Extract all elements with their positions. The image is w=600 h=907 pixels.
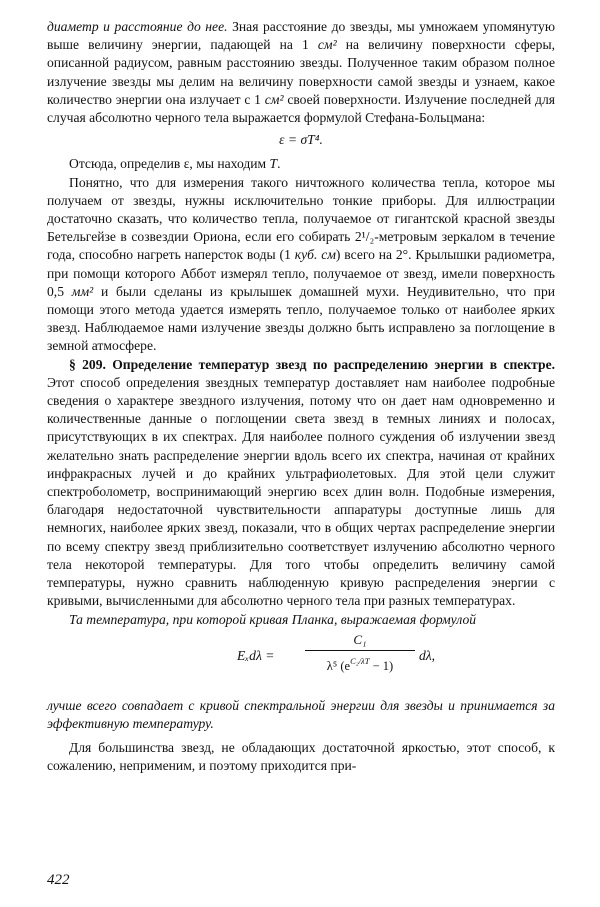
- text-run: Понятно, что для измерения такого ничтожного количества тепла, которое мы получаем от звезды, нужны исключительно тонкие приборы. Для иллюстрации достаточно сказать, что количество тепла, получаемое от гигантской красной звезды Бетельгейзе в созвездии Ориона, если его собирать 2¹/₂-метровым зеркалом в течение года, способно нагреть наперсток воды (1: [47, 174, 555, 263]
- unit: куб. см: [294, 247, 336, 263]
- planck-intro: Та температура, при которой кривая Планка, выражаемая формулой: [69, 611, 477, 627]
- text-run: на величину поверхности сферы, описанной радиусом, равным расстоянию звезды. Полученное таким образом полное излучение звезды мы делим на величину поверхности самой звезды и узнаем, какое количество энергии она излучает с 1: [47, 37, 555, 107]
- planck-formula: [47, 631, 555, 693]
- paragraph-stellar-radiation: [47, 18, 555, 127]
- unit: см²: [317, 37, 337, 53]
- fraction-bar: [305, 650, 415, 651]
- text-run: Отсюда, определив ε, мы находим: [69, 156, 270, 172]
- planck-numerator: C₁: [353, 631, 367, 647]
- planck-fraction: [305, 631, 415, 675]
- section-body: Этот способ определения звездных температур доставляет нам наиболее подробные сведения о характере звездного излучения, потому что он дает нам одновременно и количественные данные о поглощении света звезд в темных линиях и полосах, присутствующих в их спектрах. Для наиболее полного суждения об излучении звезд желательно знать распределение энергии вдоль всего их спектра, начиная от крайних инфракрасных лучей и до крайних ультрафиолетовых. Для этой цели служит спектроболометр, воспринимающий энергию всех длин волн. Подобные измерения, благодаря недостаточной чувствительности аппаратуры доступные лишь для немногих, наиболее ярких звезд, показали, что в общих чертах распределение энергии по всему спектру звезд приблизительно соответствует излучению абсолютно черного тела некоторой температуры. Для того чтобы определить величину самой температуры, нужно сравнить наблюденную кривую распределения энергии с кривыми, вычисленными для абсолютно черного тела при разных температурах.: [47, 374, 555, 609]
- denominator-part: λ⁵ (e: [326, 658, 351, 673]
- denominator-part: − 1): [369, 658, 394, 673]
- section-heading: § 209. Определение температур звезд по распределению энергии в спектре.: [69, 356, 555, 372]
- page-number: 422: [47, 872, 70, 888]
- text-run: .: [277, 156, 281, 172]
- paragraph-radiometer: [47, 174, 555, 356]
- paragraph-find-t: [47, 155, 555, 173]
- planck-denominator: [305, 652, 415, 675]
- stefan-boltzmann-formula: ε = σT⁴.: [279, 132, 323, 148]
- symbol-t: T: [269, 156, 278, 172]
- paragraph-last: Для большинства звезд, не обладающих достаточной яркостью, этот способ, к сожалению, неприменим, и поэтому приходится при-: [47, 740, 555, 774]
- text-run: ) всего на 2°. Крылышки радиометра, при помощи которого Аббот измерял тепло, получаемое от звезд, имели поверхность 0,5: [47, 247, 555, 299]
- section-209: [47, 356, 555, 611]
- planck-rhs: dλ,: [419, 647, 436, 663]
- unit: см²: [264, 91, 284, 107]
- italic-phrase: диаметр и расстояние до нее.: [47, 19, 228, 34]
- planck-lhs: Eₓdλ =: [237, 647, 275, 663]
- effective-temperature-definition: лучше всего совпадает с кривой спектральной энергии для звезды и принимается за эффективную температуру.: [47, 697, 555, 731]
- text-run: Зная расстояние до звезды, мы умножаем упомянутую выше величину энергии, падающей на 1: [47, 19, 555, 53]
- text-run: и были сделаны из крылышек домашней мухи. Неудивительно, что при помощи этого метода удается измерять тепло, получаемое только от наиболее ярких звезд. Наблюдаемое нами излучение звезды должно быть исправлено за поглощение в земной атмосфере.: [47, 283, 556, 354]
- unit: мм²: [71, 283, 94, 299]
- page-body: [47, 18, 555, 776]
- text-run: своей поверхности. Излучение последней для случая абсолютно черного тела выражается формулой Стефана-Больцмана:: [47, 91, 555, 126]
- exponent: C₂/λT: [350, 655, 370, 666]
